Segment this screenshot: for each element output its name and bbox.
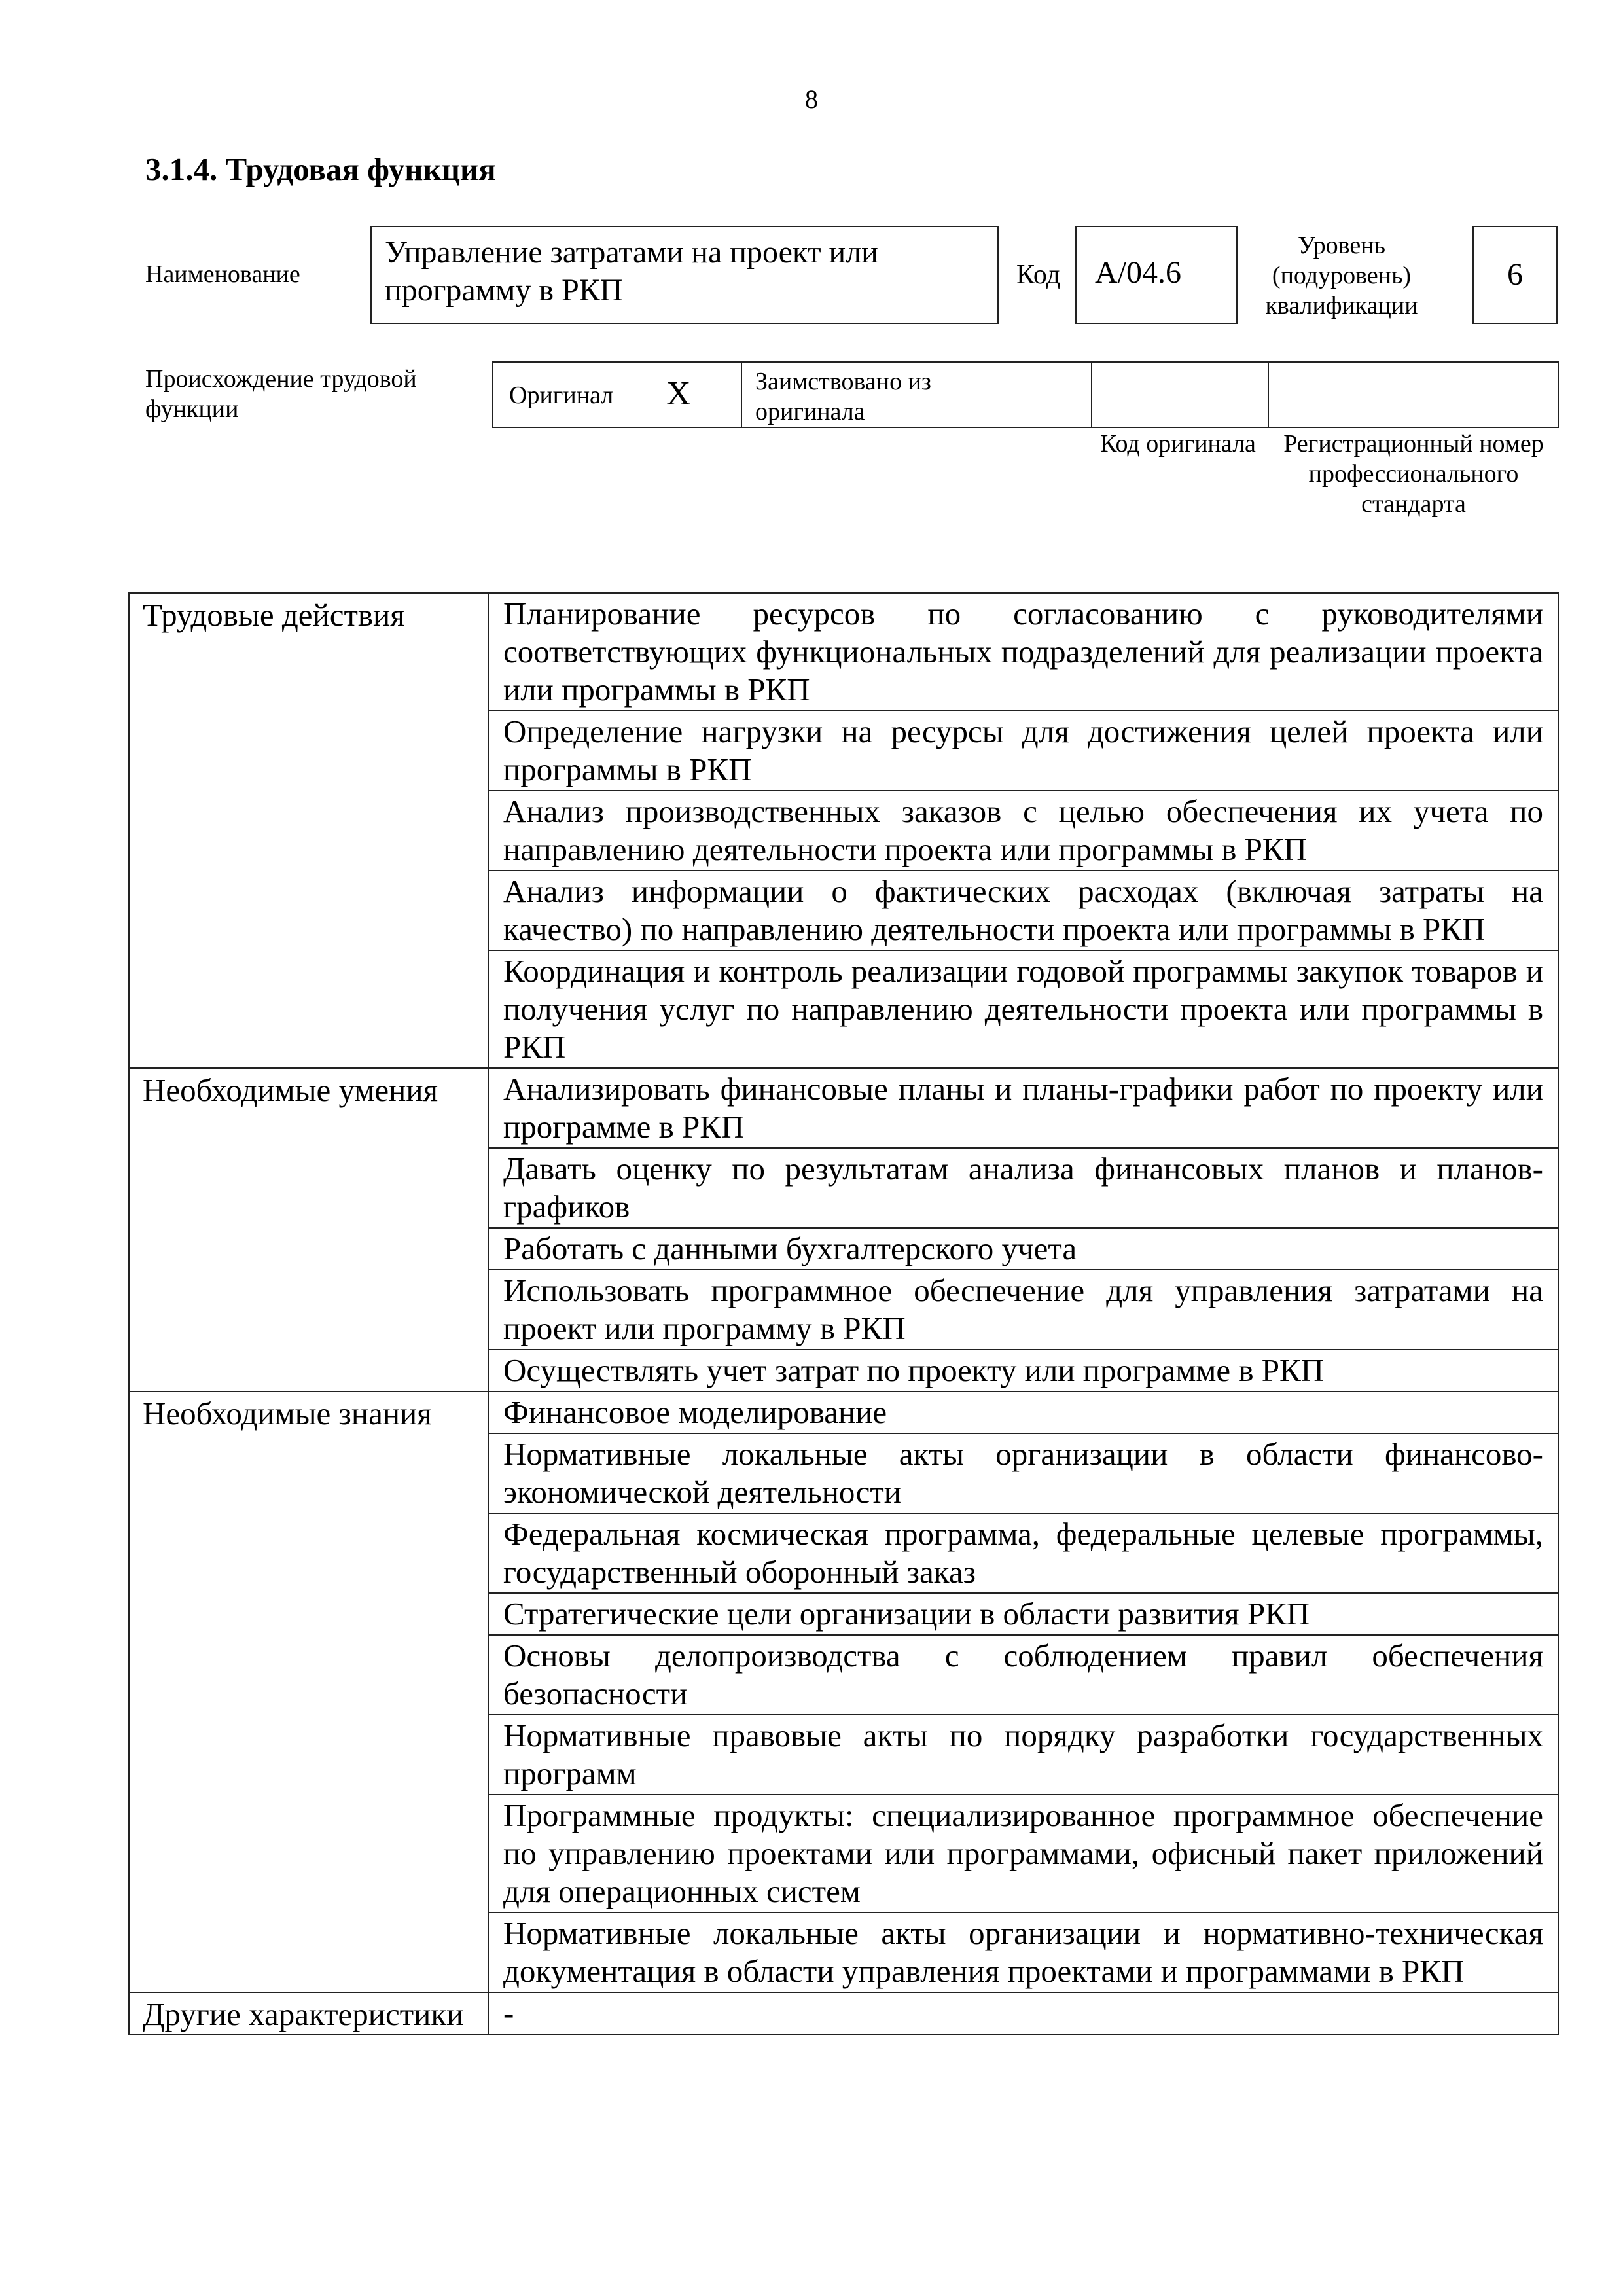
table-row: [129, 1992, 1558, 2034]
code-label: Код: [1016, 260, 1061, 290]
item-cell: Основы делопроизводства с соблюдением правил обеспечения безопасности: [488, 1635, 1558, 1715]
page-number: 8: [805, 84, 818, 114]
category-cell: Необходимые умения: [129, 1068, 488, 1391]
item-cell: Давать оценку по результатам анализа финансовых планов и планов-графиков: [488, 1148, 1558, 1228]
section-title: 3.1.4. Трудовая функция: [145, 151, 496, 187]
item-cell: Осуществлять учет затрат по проекту или программе в РКП: [488, 1350, 1558, 1391]
item-cell: Нормативные правовые акты по порядку разработки государственных программ: [488, 1715, 1558, 1795]
original-label: Оригинал: [509, 382, 614, 409]
item-cell: -: [488, 1992, 1558, 2034]
item-cell: Программные продукты: специализированное программное обеспечение по управлению проектами или программами, офисный пакет приложений для операционных систем: [488, 1795, 1558, 1912]
item-cell: Нормативные локальные акты организации и нормативно-техническая документация в области управления проектами и программами в РКП: [488, 1912, 1558, 1992]
original-code-caption: Код оригинала: [1100, 430, 1256, 457]
qualification-level-label: Уровень (подуровень) квалификации: [1265, 232, 1418, 319]
reg-number-caption: Регистрационный номер профессионального стандарта: [1283, 430, 1544, 518]
item-cell: Стратегические цели организации в области развития РКП: [488, 1593, 1558, 1635]
item-cell: Анализ информации о фактических расходах (включая затраты на качество) по направлению деятельности проекта или программы в РКП: [488, 870, 1558, 950]
table-row: [129, 1391, 1558, 1433]
original-code-cell: [1092, 363, 1269, 427]
item-cell: Федеральная космическая программа, федеральные целевые программы, государственный оборонный заказ: [488, 1513, 1558, 1593]
origin-original-cell: [493, 363, 742, 427]
item-cell: Анализировать финансовые планы и планы-графики работ по проекту или программе в РКП: [488, 1068, 1558, 1148]
category-cell: Другие характеристики: [129, 1992, 488, 2034]
category-cell: Трудовые действия: [129, 593, 488, 1068]
function-name-box: Управление затратами на проект или программу в РКП: [370, 226, 999, 324]
table-row: [129, 1068, 1558, 1148]
item-cell: Использовать программное обеспечение для управления затратами на проект или программу в РКП: [488, 1270, 1558, 1350]
item-cell: Нормативные локальные акты организации в области финансово-экономической деятельности: [488, 1433, 1558, 1513]
category-cell: Необходимые знания: [129, 1391, 488, 1992]
item-cell: Анализ производственных заказов с целью обеспечения их учета по направлению деятельности проекта или программы в РКП: [488, 791, 1558, 870]
borrowed-label: Заимствовано из оригинала: [755, 368, 931, 425]
origin-label: Происхождение трудовой функции: [145, 365, 417, 423]
item-cell: Планирование ресурсов по согласованию с руководителями соответствующих функциональных подразделений для реализации проекта или программы в РКП: [488, 593, 1558, 711]
competency-table-body: [129, 593, 1558, 2034]
item-cell: Определение нагрузки на ресурсы для достижения целей проекта или программы в РКП: [488, 711, 1558, 791]
item-cell: Финансовое моделирование: [488, 1391, 1558, 1433]
reg-number-cell: [1269, 363, 1558, 427]
competency-table: [128, 592, 1559, 2035]
name-label: Наименование: [145, 260, 300, 288]
item-cell: Координация и контроль реализации годовой программы закупок товаров и получения услуг по направлению деятельности проекта или программы в РКП: [488, 950, 1558, 1068]
origin-borrowed-cell: [742, 363, 1092, 427]
code-value-box: А/04.6: [1075, 226, 1238, 324]
table-row: [129, 593, 1558, 711]
item-cell: Работать с данными бухгалтерского учета: [488, 1228, 1558, 1270]
qualification-level-box: 6: [1472, 226, 1558, 324]
origin-table: [492, 361, 1559, 428]
original-mark: X: [666, 375, 691, 412]
